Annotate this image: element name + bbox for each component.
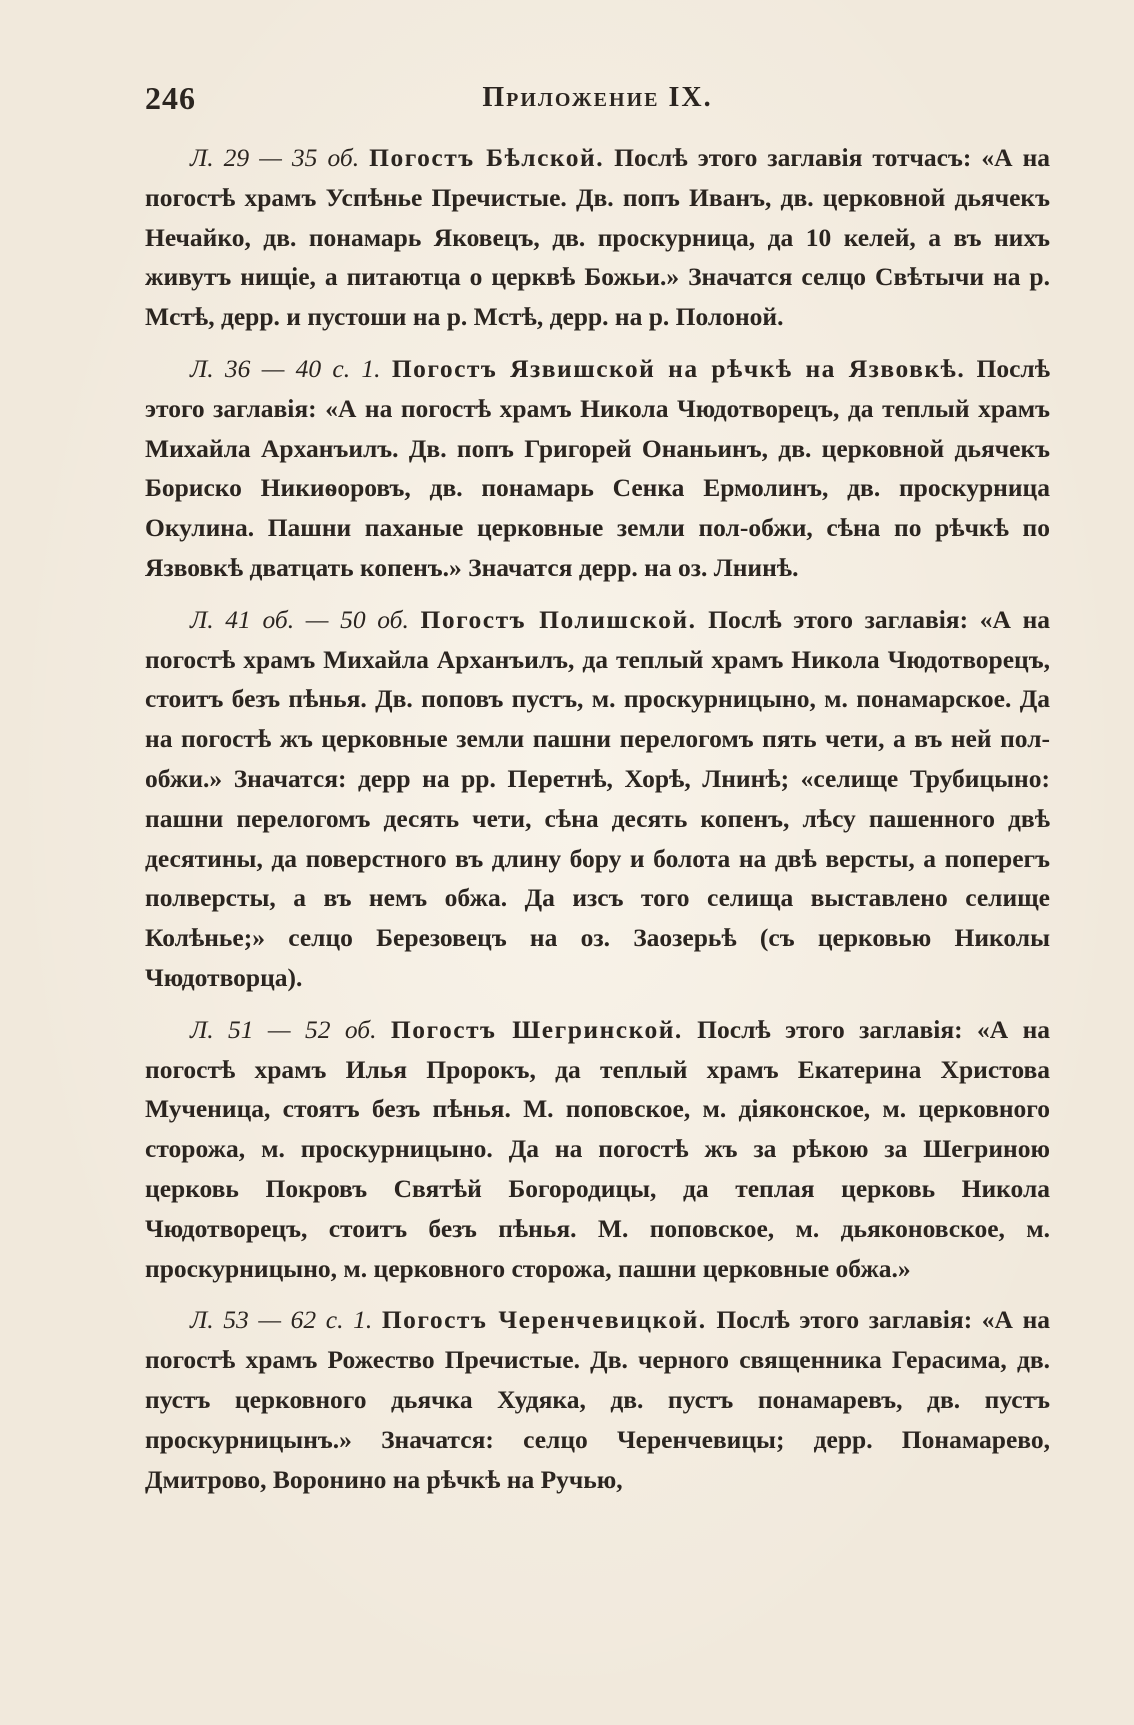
entry-paragraph — [145, 138, 1050, 337]
entry-text: Послѣ этого заглавія тотчасъ: «А на погостѣ храмъ Успѣнье Пречистые. Дв. попъ Иванъ, дв. церковной дьячекъ Нечайко, дв. понамарь Яковецъ, дв. проскурница, да 10 келей, а въ нихъ живутъ нищіе, а питаютца о церквѣ Божьи.» Значатся селцо Свѣтычи на р. Мстѣ, дерр. и пустоши на р. Мстѣ, дерр. на р. Полоной. — [145, 143, 1051, 332]
entry-text: Послѣ этого заглавія: «А на погостѣ храмъ Михайла Арханъилъ, да теплый храмъ Никола Чюдотворецъ, стоитъ безъ пѣнья. Дв. поповъ пустъ, м. проскурницыно, м. понамарское. Да на погостѣ жъ церковные земли пашни перелогомъ пять чети, а въ ней пол-обжи.» Значатся: дерр на рр. Перетнѣ, Хорѣ, Лнинѣ; «селище Трубицыно: пашни перелогомъ десять чети, сѣна десять копенъ, лѣсу пашенного двѣ десятины, да поверстного въ длину бору и болота на двѣ версты, а поперегъ полверсты, а въ немъ обжа. Да изсъ того селища выставлено селище Колѣнье;» селцо Березовецъ на оз. Заозерьѣ (съ церковью Николы Чюдотворца). — [145, 604, 1051, 992]
folio-reference: Л. 29 — 35 об. — [190, 143, 360, 172]
entry-text: Послѣ этого заглавія: «А на погостѣ храмъ Никола Чюдотворецъ, да теплый храмъ Михайла Арханъилъ. Дв. попъ Григорей Онаньинъ, дв. церковной дьячекъ Бориско Никиѳоровъ, дв. понамарь Сенка Ермолинъ, дв. проскурница Окулина. Пашни паханые церковные земли пол-обжи, сѣна по рѣчкѣ по Язвовкѣ дватцать копенъ.» Значатся дерр. на оз. Лнинѣ. — [145, 353, 1051, 582]
entry-text: Послѣ этого заглавія: «А на погостѣ храмъ Рожество Пречистые. Дв. черного священника Герасима, дв. пустъ церковного дьячка Худяка, дв. пустъ понамаревъ, дв. пустъ проскурницынъ.» Значатся: селцо Черенчевицы; дерр. Понамарево, Дмитрово, Воронино на рѣчкѣ на Ручью, — [145, 1305, 1051, 1494]
pogost-name: Погостъ Бѣлской. — [369, 143, 605, 172]
folio-reference: Л. 51 — 52 об. — [190, 1014, 377, 1044]
body-text — [145, 138, 1050, 1499]
entry-paragraph — [145, 349, 1050, 588]
entry-paragraph — [145, 600, 1050, 998]
running-title: Приложение IX. — [482, 82, 713, 113]
pogost-name: Погостъ Язвишской на рѣчкѣ на Язвовкѣ. — [391, 353, 966, 383]
folio-reference: Л. 41 об. — 50 об. — [190, 604, 409, 634]
page-number: 246 — [145, 80, 196, 116]
pogost-name: Погостъ Полишской. — [420, 604, 697, 634]
entry-paragraph — [145, 1300, 1050, 1499]
entry-paragraph — [145, 1010, 1050, 1289]
entry-text: Послѣ этого заглавія: «А на погостѣ храмъ Илья Пророкъ, да теплый храмъ Екатерина Христова Мученица, стоятъ безъ пѣнья. М. поповское, м. діяконское, м. церковного сторожа, м. проскурницыно. Да на погостѣ жъ за рѣкою за Шегриною церковь Покровъ Святѣй Богородицы, да теплая церковь Никола Чюдотворецъ, стоитъ безъ пѣнья. М. поповское, м. дьяконовское, м. проскурницыно, м. церковного сторожа, пашни церковные обжа.» — [145, 1014, 1051, 1283]
folio-reference: Л. 36 — 40 с. 1. — [190, 353, 381, 383]
page-header — [145, 80, 1050, 120]
pogost-name: Погостъ Шегринской. — [390, 1014, 683, 1044]
folio-reference: Л. 53 — 62 с. 1. — [190, 1305, 373, 1335]
pogost-name: Погостъ Черенчевицкой. — [381, 1305, 707, 1335]
